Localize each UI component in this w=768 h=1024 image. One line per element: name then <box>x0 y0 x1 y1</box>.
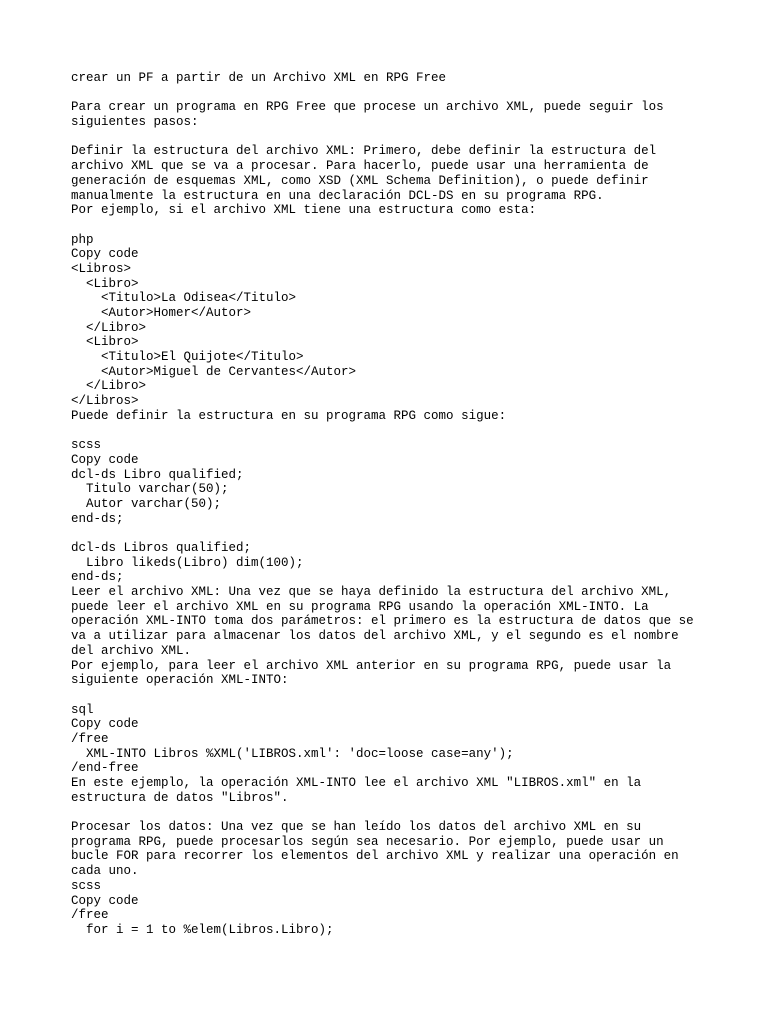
text-line: dcl-ds Libros qualified; <box>71 541 252 555</box>
text-line: <Autor>Miguel de Cervantes</Autor> <box>71 364 357 379</box>
blank-line <box>71 688 711 703</box>
text-line: Procesar los datos: Una vez que se han leído los datos del archivo XML en su <box>71 820 642 835</box>
text-line: archivo XML que se va a procesar. Para hacerlo, puede usar una herramienta de <box>71 159 649 174</box>
text-line: sql <box>71 702 94 717</box>
blank-line <box>71 805 711 820</box>
text-line: </Libro> <box>71 320 147 335</box>
text-line: Leer el archivo XML: Una vez que se haya definido la estructura del archivo XML, <box>71 585 672 600</box>
text-line: Titulo varchar(50); <box>71 482 229 497</box>
text-line: generación de esquemas XML, como XSD (XML Schema Definition), o puede definir <box>71 173 649 188</box>
text-line: siguiente operación XML-INTO: <box>71 673 289 688</box>
text-line: Por ejemplo, para leer el archivo XML anterior en su programa RPG, puede usar la <box>71 658 672 673</box>
text-line: <Libro> <box>71 276 139 291</box>
text-line: </Libros> <box>71 394 139 409</box>
text-line: bucle FOR para recorrer los elementos del archivo XML y realizar una operación en <box>71 849 679 864</box>
text-line: /free <box>71 908 109 923</box>
text-line: XML-INTO Libros %XML('LIBROS.xml': 'doc=loose case=any'); <box>71 746 514 761</box>
blank-line <box>71 86 711 101</box>
text-line: Copy code <box>71 247 139 262</box>
text-line: /free <box>71 731 109 746</box>
text-line: va a utilizar para almacenar los datos del archivo XML, y el segundo es el nombre <box>71 629 679 644</box>
text-line: Autor varchar(50); <box>71 496 222 511</box>
text-line: php <box>71 232 94 247</box>
text-line: cada uno. <box>71 864 139 879</box>
blank-line <box>71 218 711 233</box>
blank-line <box>71 424 711 439</box>
text-line: end-ds; <box>71 511 124 526</box>
text-line: En este ejemplo, la operación XML-INTO lee el archivo XML "LIBROS.xml" en la <box>71 776 642 790</box>
text-line: Libro likeds(Libro) dim(100); <box>71 555 304 570</box>
text-line: </Libro> <box>71 379 147 394</box>
text-line: operación XML-INTO toma dos parámetros: el primero es la estructura de datos que se <box>71 614 694 629</box>
text-line: del archivo XML. <box>71 643 192 658</box>
text-line: dcl-ds Libro qualified; <box>71 467 244 482</box>
text-line: Para crear un programa en RPG Free que procese un archivo XML, puede seguir los <box>71 100 664 115</box>
text-line: Copy code <box>71 452 139 467</box>
text-line: scss <box>71 878 102 893</box>
blank-line <box>71 526 711 541</box>
blank-line <box>71 130 711 145</box>
text-line: Copy code <box>71 717 139 732</box>
text-line: /end-free <box>71 761 139 776</box>
text-line: scss <box>71 438 102 453</box>
text-line: programa RPG, puede procesarlos según sea necesario. Por ejemplo, puede usar un <box>71 834 664 849</box>
text-line: siguientes pasos: <box>71 115 199 130</box>
text-line: <Libro> <box>71 335 139 350</box>
text-line: Definir la estructura del archivo XML: Primero, debe definir la estructura del <box>71 144 657 159</box>
text-line: for i = 1 to %elem(Libros.Libro); <box>71 922 334 937</box>
text-line: Por ejemplo, si el archivo XML tiene una estructura como esta: <box>71 203 537 218</box>
text-line: Copy code <box>71 893 139 908</box>
text-line: <Titulo>El Quijote</Titulo> <box>71 350 304 365</box>
text-line: crear un PF a partir de un Archivo XML en RPG Free <box>71 71 447 85</box>
text-line: <Titulo>La Odisea</Titulo> <box>71 291 297 306</box>
text-line: end-ds; <box>71 570 124 585</box>
text-line: estructura de datos "Libros". <box>71 790 289 805</box>
text-line: puede leer el archivo XML en su programa RPG usando la operación XML-INTO. La <box>71 599 649 614</box>
text-line: <Autor>Homer</Autor> <box>71 306 252 320</box>
text-line: manualmente la estructura en una declaración DCL-DS en su programa RPG. <box>71 188 604 203</box>
text-line: <Libros> <box>71 261 132 276</box>
text-line: Puede definir la estructura en su programa RPG como sigue: <box>71 408 507 423</box>
document-body <box>71 71 711 938</box>
